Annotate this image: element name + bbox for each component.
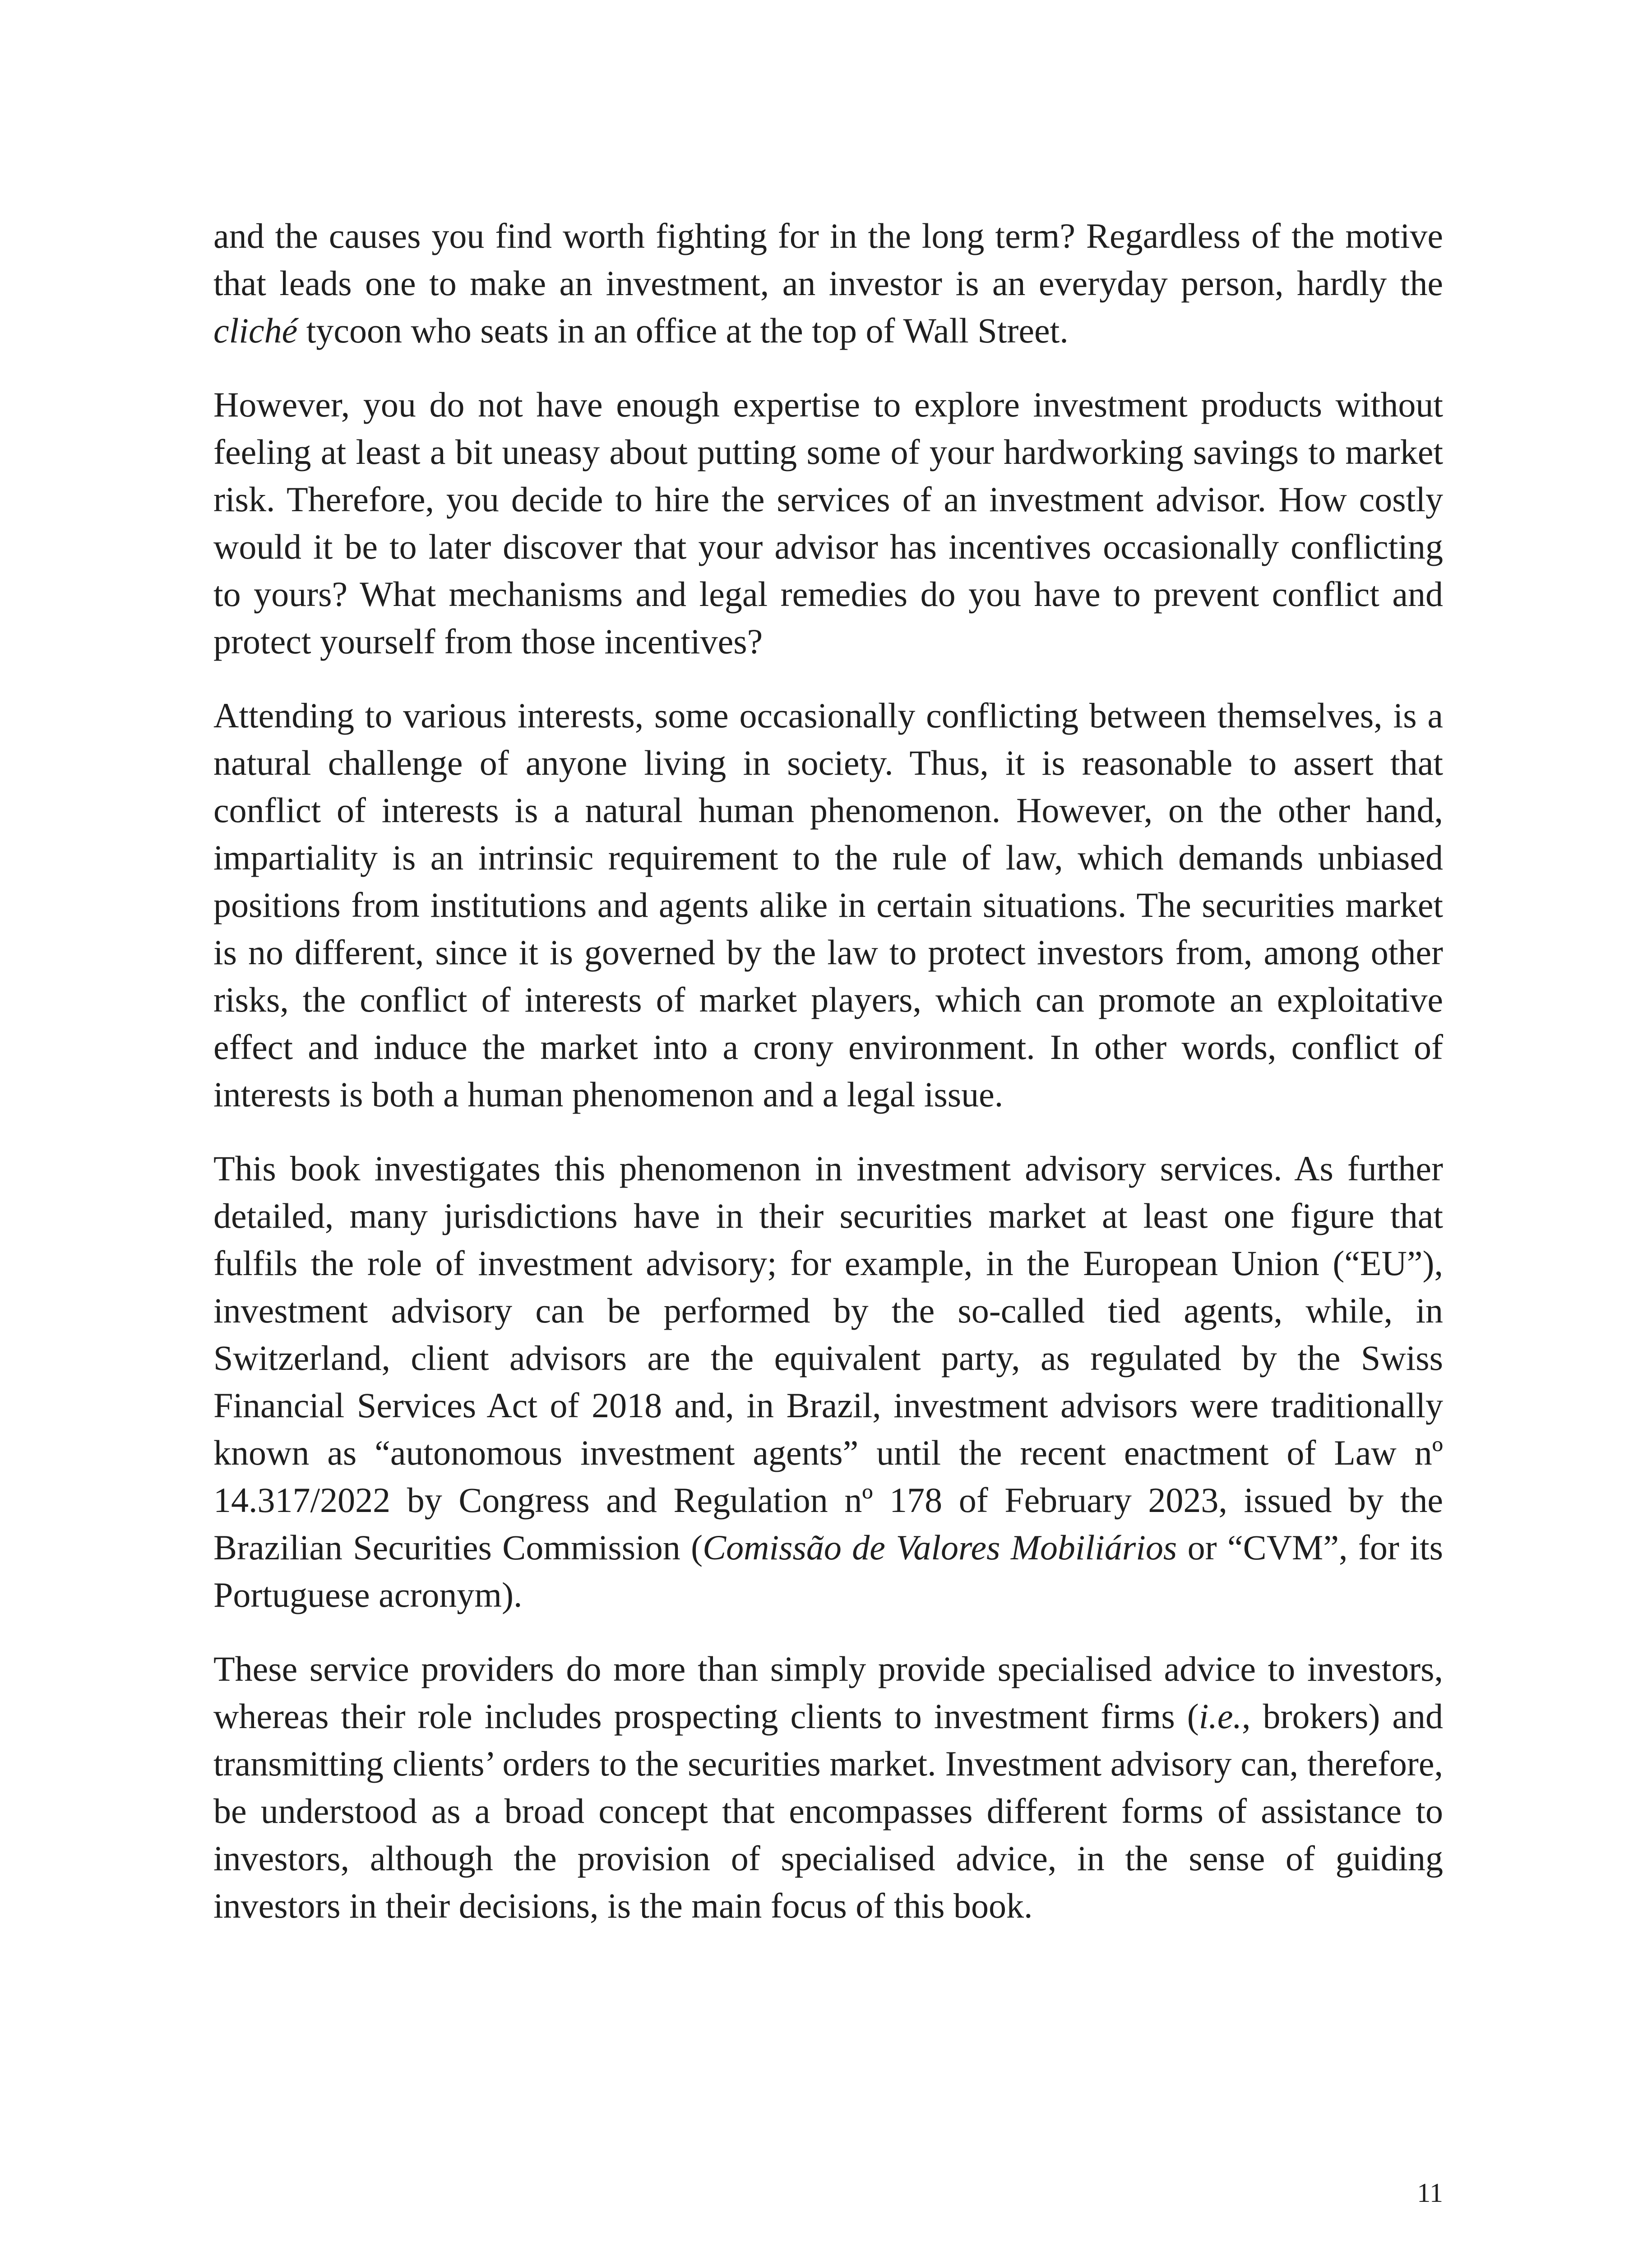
paragraph (213, 381, 1443, 665)
text-run: tycoon who seats in an office at the top of Wall Street. (297, 311, 1069, 350)
text-run: However, you do not have enough expertise to explore investment products without feeling at least a bit uneasy about putting some of your hardworking savings to market risk. Therefore, you decide to hire the services of an investment advisor. How costly would it be to later discover that your advisor has incentives occasionally conflicting to yours? What mechanisms and legal remedies do you have to prevent conflict and protect yourself from those incentives? (213, 385, 1443, 661)
paragraph (213, 692, 1443, 1118)
body-text (213, 212, 1443, 1929)
paragraph (213, 212, 1443, 354)
text-run-italic: cliché (213, 311, 298, 350)
paragraph (213, 1145, 1443, 1618)
text-run: or “CVM”, for its Portuguese acronym). (213, 1528, 1443, 1614)
text-run-italic: i.e. (1199, 1697, 1242, 1736)
text-run: , brokers) and transmitting clients’ orders to the securities market. Investment advisory can, therefore, be understood as a broad concept that encompasses different forms of assistance to investors, although the provision of specialised advice, in the sense of guiding investors in their decisions, is the main focus of this book. (213, 1697, 1443, 1925)
text-run: These service providers do more than simply provide specialised advice to investors, whereas their role includes prospecting clients to investment firms ( (213, 1649, 1443, 1736)
text-run-italic: Comissão de Valores Mobiliários (703, 1528, 1177, 1567)
text-run: This book investigates this phenomenon in investment advisory services. As further detailed, many jurisdictions have in their securities market at least one figure that fulfils the role of investment advisory; for example, in the European Union (“EU”), investment advisory can be performed by the so-called tied agents, while, in Switzerland, client advisors are the equivalent party, as regulated by the Swiss Financial Services Act of 2018 and, in Brazil, investment advisors were traditionally known as “autonomous investment agents” until the recent enactment of Law nº 14.317/2022 by Congress and Regulation nº 178 of February 2023, issued by the Brazilian Securities Commission ( (213, 1149, 1443, 1567)
page-number: 11 (1417, 2178, 1443, 2208)
text-run: Attending to various interests, some occasionally conflicting between themselves, is a natural challenge of anyone living in society. Thus, it is reasonable to assert that conflict of interests is a natural human phenomenon. However, on the other hand, impartiality is an intrinsic requirement to the rule of law, which demands unbiased positions from institutions and agents alike in certain situations. The securities market is no different, since it is governed by the law to protect investors from, among other risks, the conflict of interests of market players, which can promote an exploitative effect and induce the market into a crony environment. In other words, conflict of interests is both a human phenomenon and a legal issue. (213, 696, 1443, 1114)
text-run: and the causes you find worth fighting for in the long term? Regardless of the motive that leads one to make an investment, an investor is an everyday person, hardly the (213, 216, 1443, 303)
paragraph (213, 1645, 1443, 1929)
